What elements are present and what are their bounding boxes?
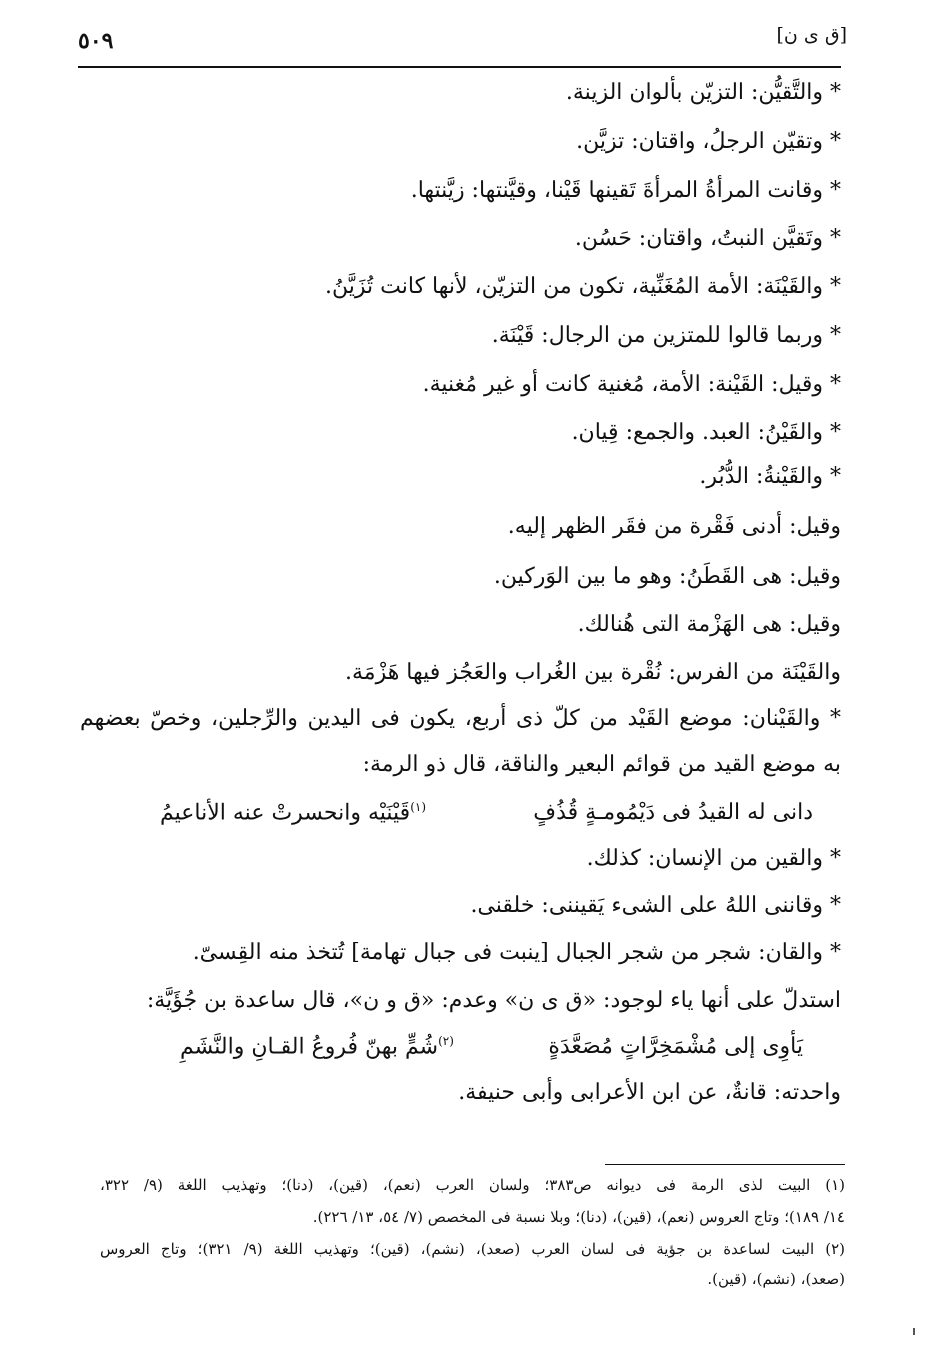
verse-first-hemistich: يَأوِى إلى مُشْمَخِرَّاتٍ مُصَعَّدَةٍ: [548, 1034, 803, 1059]
text-line: وقيل: هى القَطَنُ: وهو ما بين الوَركين.: [493, 564, 841, 589]
verse-second-hemistich: [160, 800, 426, 825]
text-line: * وربما قالوا للمتزين من الرجال: قَيْنَة.: [491, 323, 841, 348]
verse-line-1: [160, 800, 813, 830]
text-line: * والقَيْنَة: الأمة المُغَنِّية، تكون من التزيّن، لأنها كانت تُزَيَّنُ.: [325, 274, 841, 299]
text-line: * وقيل: القَيْنة: الأمة، مُغنية كانت أو غير مُغنية.: [422, 372, 841, 397]
header-divider: [78, 66, 841, 68]
verse-second-text: شُمٍّ بهنّ فُروعُ القـانِ والنَّشَمِ: [180, 1034, 439, 1060]
text-line: * وتَقيَّن النبتُ، واقتان: حَسُن.: [574, 226, 841, 251]
text-line: وقيل: أدنى فَقْرة من فقَر الظهر إليه.: [507, 514, 841, 539]
text-line: * والقَيْنُ: العبد. والجمع: قِيان.: [571, 420, 841, 445]
text-line: وقيل: هى الهَزْمة التى هُنالك.: [577, 612, 841, 637]
footnote-line: ١٤/ ١٨٩)؛ وتاج العروس (نعم)، (قين)، (دنا)؛ وبلا نسبة فى المخصص (٧/ ٥٤، ١٣/ ٢٢٦).: [312, 1208, 845, 1226]
footnote-line: (صعد)، (نشم)، (قين).: [707, 1270, 845, 1288]
verse-second-text: قَيْنَيْه وانحسرتْ عنه الأناعيمُ: [160, 800, 411, 826]
text-line: * والقان: شجر من شجر الجبال [ينبت فى جبال تهامة] تُتخذ منه القِسىّ.: [192, 940, 841, 965]
scan-speck: [913, 1328, 915, 1335]
footnote-line: (١) البيت لذى الرمة فى ديوانه ص٣٨٣؛ ولسان العرب (نعم)، (قين)، (دنا)؛ وتهذيب اللغة (٩/ ٣٢٢،: [100, 1176, 845, 1194]
text-line: واحدته: قانةٌ، عن ابن الأعرابى وأبى حنيفة.: [458, 1080, 841, 1105]
footnote-marker: (٢): [438, 1034, 454, 1048]
header-root-label: [ق ى ن]: [776, 24, 847, 46]
text-line: * وتقيّن الرجلُ، واقتان: تزيَّن.: [576, 129, 841, 154]
text-line: والقَيْنَة من الفرس: نُقْرة بين الغُراب والعَجُز فيها هَزْمَة.: [345, 660, 841, 685]
footnote-line: (٢) البيت لساعدة بن جؤية فى لسان العرب (صعد)، (نشم)، (قين)؛ وتهذيب اللغة (٩/ ٣٢١)؛ وتاج العروس: [100, 1240, 846, 1258]
text-line: * والتَّقيُّن: التزيّن بألوان الزينة.: [565, 80, 841, 105]
page-number: ٥٠٩: [78, 28, 114, 54]
verse-line-2: [180, 1034, 803, 1064]
verse-second-hemistich: [180, 1034, 454, 1059]
text-line: استدلّ على أنها ياء لوجود: «ق ى ن» وعدم: «ق و ن»، قال ساعدة بن جُؤَيَّة:: [146, 988, 841, 1013]
text-line: * والقَيْنةُ: الدُّبُر.: [699, 464, 841, 489]
verse-first-hemistich: دانى له القيدُ فى دَيْمُومـةٍ قُذُفٍ: [533, 800, 813, 825]
text-line: * والقين من الإنسان: كذلك.: [586, 846, 841, 871]
text-line: * والقَيْنان: موضع القَيْد من كلّ ذى أربع، يكون فى اليدين والرِّجلين، وخصّ بعضهم: [80, 706, 841, 731]
text-line: به موضع القيد من قوائم البعير والناقة، قال ذو الرمة:: [362, 752, 841, 777]
footnote-marker: (١): [410, 800, 427, 814]
text-line: * وقاننى اللهُ على الشىء يَقيننى: خلقنى.: [470, 893, 841, 918]
footnote-divider: [605, 1164, 845, 1165]
text-line: * وقانت المرأةُ المرأةَ تَقينها قَيْنا، وقيَّنتها: زيَّنتها.: [410, 178, 841, 203]
